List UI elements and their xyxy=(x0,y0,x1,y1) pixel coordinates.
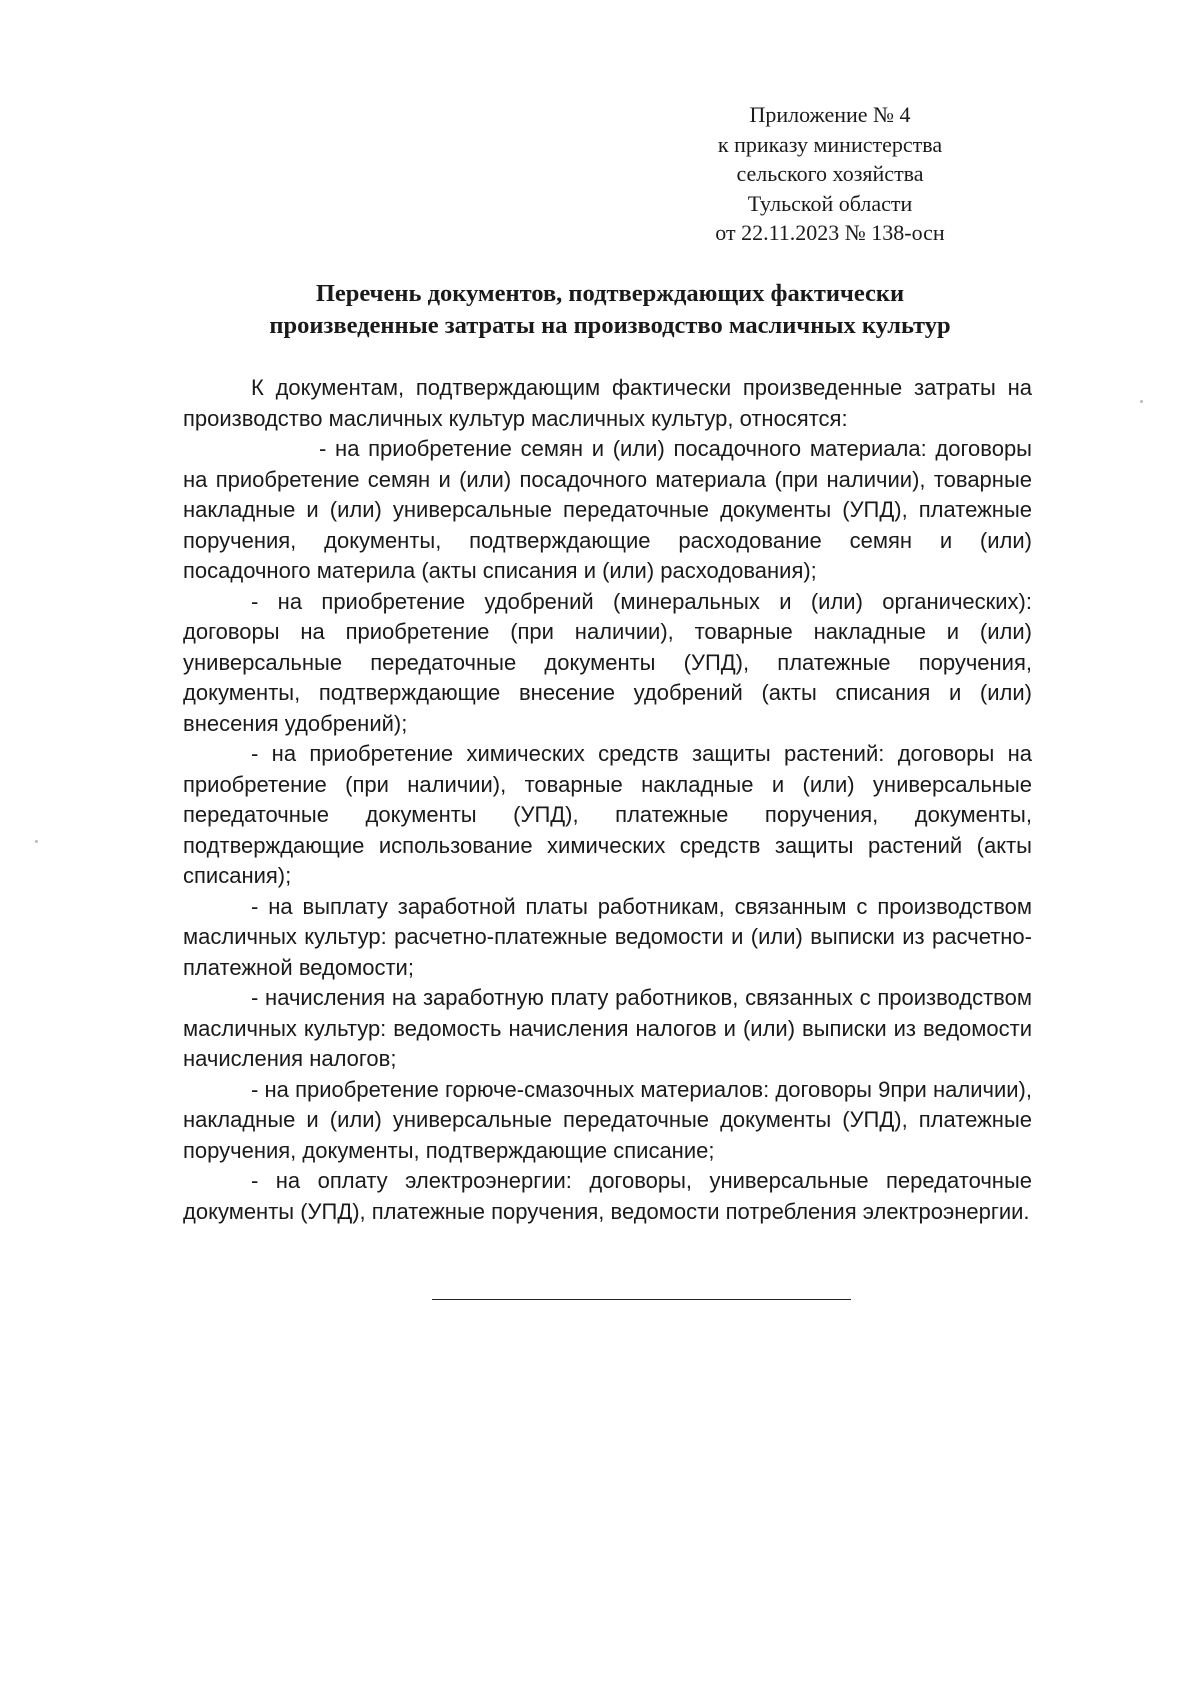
list-item-electricity: - на оплату электроэнергии: договоры, универсальные передаточные документы (УПД), платежные поручения, ведомости потребления электроэнергии. xyxy=(183,1168,1032,1224)
appendix-ministry: сельского хозяйства xyxy=(736,161,924,186)
scan-speck xyxy=(1140,400,1143,403)
list-item-fuel-lubricants: - на приобретение горюче-смазочных материалов: договоры 9при наличии), накладные и (или) универсальные передаточные документы (УПД), платежные поручения, документы, подтверждающие списание; xyxy=(183,1076,1032,1163)
list-item-plant-protection: - на приобретение химических средств защиты растений: договоры на приобретение (при наличии), товарные накладные и (или) универсальные передаточные документы (УПД), платежные поручения, документы, подтверждающие использование химических средств защиты растений (акты списания); xyxy=(183,741,1032,888)
appendix-region: Тульской области xyxy=(747,190,913,216)
list-item-wages: - на выплату заработной платы работникам, связанным с производством масличных культур: расчетно-платежные ведомости и (или) выписки из расчетно-платежной ведомости; xyxy=(183,893,1032,980)
appendix-order-ref: к приказу министерства xyxy=(717,131,943,157)
appendix-header xyxy=(680,100,980,248)
appendix-date-number: от 22.11.2023 № 138-осн xyxy=(715,220,945,245)
title-line-2: произведенные затраты на производство масличных культур xyxy=(269,312,951,339)
closing-divider xyxy=(432,1299,851,1300)
list-item-seeds: - на приобретение семян и (или) посадочного материала: договоры на приобретение семян и (или) посадочного материала (при наличии), товарные накладные и (или) универсальные передаточные документы (УПД), платежные поручения, документы, подтверждающие расходование семян и (или) посадочного материла (акты списания и (или) расходования); xyxy=(183,436,1032,583)
list-item-payroll-taxes: - начисления на заработную плату работников, связанных с производством масличных культур: ведомость начисления налогов и (или) выписки из ведомости начисления налогов; xyxy=(183,985,1032,1071)
scan-speck xyxy=(35,840,38,843)
appendix-number: Приложение № 4 xyxy=(749,102,911,127)
title-line-1: Перечень документов, подтверждающих фактически xyxy=(315,280,905,307)
document-body xyxy=(183,373,1032,1227)
document-title xyxy=(150,278,1070,342)
intro-paragraph: К документам, подтверждающим фактически произведенные затраты на производство масличных культур масличных культур, относятся: xyxy=(183,375,1032,431)
list-item-fertilizers: - на приобретение удобрений (минеральных и (или) органических): договоры на приобретение (при наличии), товарные накладные и (или) универсальные передаточные документы (УПД), платежные поручения, документы, подтверждающие внесение удобрений (акты списания и (или) внесения удобрений); xyxy=(183,588,1032,736)
